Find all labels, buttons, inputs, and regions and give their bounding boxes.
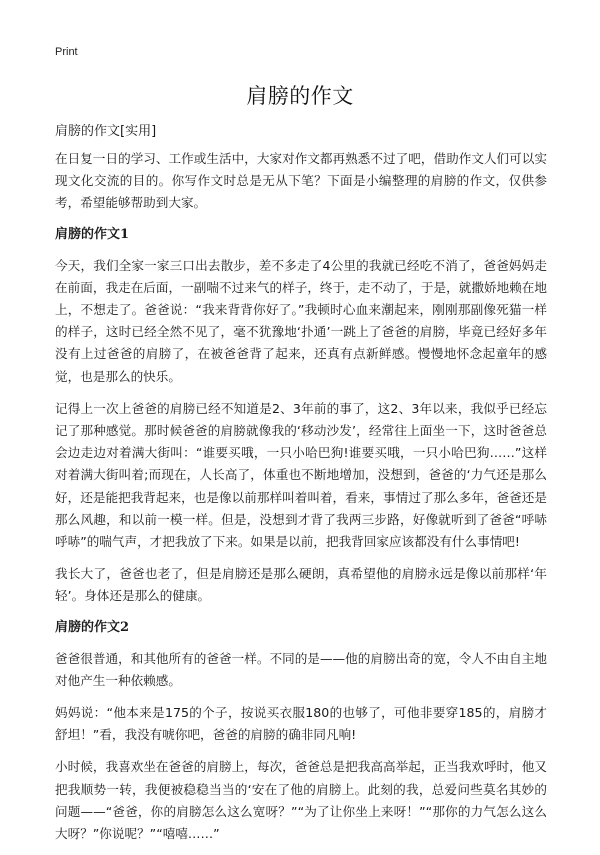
print-label: Print [55, 46, 78, 58]
section-2-paragraph-3: 小时候，我喜欢坐在爸爸的肩膀上，每次，爸爸总是把我高高举起，正当我欢呼时，他又把我顺势一转，我便被稳稳当当的‘安在了他的肩膀上。此刻的我，总爱问些莫名其妙的问题——“爸爸，你的肩膀怎么这么宽呀？”“为了让你坐上来呀！”“那你的力气怎么这么大呀？”你说呢？”“嘻嘻……” [55, 759, 547, 842]
document-subtitle: 肩膀的作文[实用] [55, 124, 157, 139]
section-2-paragraph-1: 爸爸很普通，和其他所有的爸爸一样。不同的是——他的肩膀出奇的宽，令人不由自主地对他产生一种依赖感。 [55, 650, 547, 688]
section-1-paragraph-2: 记得上一次上爸爸的肩膀已经不知道是2、3年前的事了，这2、3年以来，我似乎已经忘记了那种感觉。那时候爸爸的肩膀就像我的‘移动沙发’，经常往上面坐一下，这时爸爸总会边走边对着满大街叫：“谁要买哦，一只小哈巴狗!谁要买哦，一只小哈巴狗……”这样对着满大街叫着;而现在，人长高了，体重也不断地增加，没想到，爸爸的‘力气还是那么好，还是能把我背起来，也是像以前那样叫着叫着，看来，事情过了那么多年，爸爸还是那么风趣，和以前一模一样。但是，没想到才背了我两三步路，好像就听到了爸爸“呼哧呼哧”的喘气声，才把我放了下来。如果是以前，把我背回家应该都没有什么事情吧! [55, 400, 547, 550]
section-2-paragraph-2: 妈妈说：“他本来是175的个子，按说买衣服180的也够了，可他非要穿185的，肩膀才舒坦！”看，我没有唬你吧，爸爸的肩膀的确非同凡响! [55, 705, 547, 743]
section-heading-2: 肩膀的作文2 [55, 619, 130, 635]
section-1-paragraph-1: 今天，我们全家一家三口出去散步，差不多走了4公里的我就已经吃不消了，爸爸妈妈走在前面，我走在后面，一副喘不过来气的样子，终于，走不动了，于是，就撒娇地赖在地上，不想走了。爸爸说：“我来背背你好了。”我顿时心血来潮起来，刚刚那副像死猫一样的样子，这时已经全然不见了，毫不犹豫地‘扑通’一跳上了爸爸的肩膀，毕竟已经好多年没有上过爸爸的肩膀了，在被爸爸背了起来，还真有点新鲜感。慢慢地怀念起童年的感觉，也是那么的快乐。 [55, 257, 547, 384]
section-heading-1: 肩膀的作文1 [55, 226, 130, 242]
section-1-paragraph-3: 我长大了，爸爸也老了，但是肩膀还是那么硬朗，真希望他的肩膀永远是像以前那样‘年轻’。身体还是那么的健康。 [55, 566, 547, 604]
page-title: 肩膀的作文 [246, 84, 354, 108]
document-body [55, 148, 547, 855]
intro-paragraph: 在日复一日的学习、工作或生活中，大家对作文都再熟悉不过了吧，借助作文人们可以实现文化交流的目的。你写作文时总是无从下笔？下面是小编整理的肩膀的作文，仅供参考，希望能够帮助到大家。 [55, 151, 547, 211]
